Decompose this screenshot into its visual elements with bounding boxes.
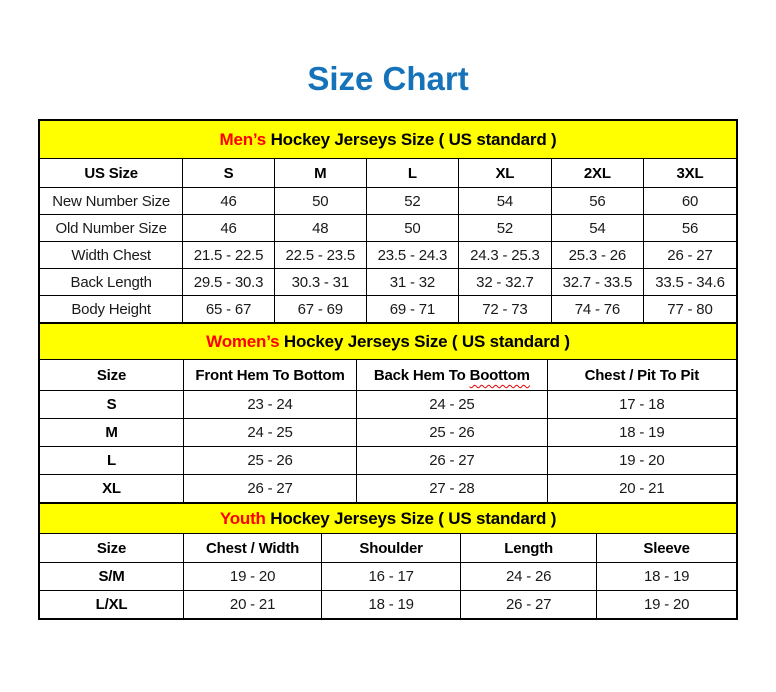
table-row bbox=[39, 215, 737, 242]
mens-section-title-row bbox=[39, 120, 737, 159]
table-cell: 69 - 71 bbox=[366, 296, 458, 323]
row-label: Width Chest bbox=[39, 242, 183, 269]
table-row bbox=[39, 419, 737, 447]
table-cell: 50 bbox=[366, 215, 458, 242]
section-title-highlight: Youth bbox=[219, 508, 266, 528]
table-cell: 32.7 - 33.5 bbox=[551, 269, 643, 296]
size-tables-container bbox=[38, 119, 738, 620]
table-cell: 20 - 21 bbox=[547, 475, 737, 503]
table-cell: 31 - 32 bbox=[366, 269, 458, 296]
table-row bbox=[39, 447, 737, 475]
table-cell: 52 bbox=[366, 188, 458, 215]
table-cell: 20 - 21 bbox=[183, 591, 321, 619]
section-title-highlight: Women’s bbox=[206, 331, 280, 351]
table-cell: 60 bbox=[643, 188, 737, 215]
table-cell: 46 bbox=[183, 188, 274, 215]
table-row bbox=[39, 591, 737, 619]
row-label: Body Height bbox=[39, 296, 183, 323]
table-cell: 30.3 - 31 bbox=[274, 269, 366, 296]
table-cell: 29.5 - 30.3 bbox=[183, 269, 274, 296]
table-cell: 48 bbox=[274, 215, 366, 242]
column-header: US Size bbox=[39, 159, 183, 188]
table-cell: 52 bbox=[458, 215, 551, 242]
row-label: L bbox=[39, 447, 183, 475]
column-header: Back Hem To Boottom bbox=[357, 360, 548, 391]
table-cell: 22.5 - 23.5 bbox=[274, 242, 366, 269]
table-row bbox=[39, 475, 737, 503]
row-label: XL bbox=[39, 475, 183, 503]
table-cell: 50 bbox=[274, 188, 366, 215]
row-label: S bbox=[39, 391, 183, 419]
table-cell: 24.3 - 25.3 bbox=[458, 242, 551, 269]
column-header: L bbox=[366, 159, 458, 188]
youth-header-row bbox=[39, 534, 737, 563]
column-header: Size bbox=[39, 534, 183, 563]
table-cell: 56 bbox=[643, 215, 737, 242]
table-cell: 19 - 20 bbox=[597, 591, 737, 619]
table-cell: 26 - 27 bbox=[357, 447, 548, 475]
table-cell: 26 - 27 bbox=[461, 591, 597, 619]
table-cell: 24 - 26 bbox=[461, 563, 597, 591]
table-cell: 25.3 - 26 bbox=[551, 242, 643, 269]
column-header: M bbox=[274, 159, 366, 188]
womens-header-row bbox=[39, 360, 737, 391]
column-header: XL bbox=[458, 159, 551, 188]
mens-size-table bbox=[38, 119, 738, 324]
page-title: Size Chart bbox=[307, 60, 469, 97]
column-header: 3XL bbox=[643, 159, 737, 188]
table-cell: 23.5 - 24.3 bbox=[366, 242, 458, 269]
table-cell: 26 - 27 bbox=[183, 475, 356, 503]
row-label: Back Length bbox=[39, 269, 183, 296]
section-title: Youth Hockey Jerseys Size ( US standard ) bbox=[39, 503, 737, 534]
table-row bbox=[39, 563, 737, 591]
mens-header-row bbox=[39, 159, 737, 188]
table-cell: 46 bbox=[183, 215, 274, 242]
womens-section-title-row bbox=[39, 323, 737, 360]
table-cell: 77 - 80 bbox=[643, 296, 737, 323]
column-header: Chest / Width bbox=[183, 534, 321, 563]
table-cell: 19 - 20 bbox=[547, 447, 737, 475]
column-header: Front Hem To Bottom bbox=[183, 360, 356, 391]
table-cell: 67 - 69 bbox=[274, 296, 366, 323]
misspelled-word: Boottom bbox=[469, 366, 530, 384]
womens-size-table bbox=[38, 322, 738, 504]
table-cell: 74 - 76 bbox=[551, 296, 643, 323]
table-cell: 17 - 18 bbox=[547, 391, 737, 419]
table-cell: 18 - 19 bbox=[322, 591, 461, 619]
table-row bbox=[39, 391, 737, 419]
column-header: Length bbox=[461, 534, 597, 563]
row-label: Old Number Size bbox=[39, 215, 183, 242]
table-cell: 18 - 19 bbox=[597, 563, 737, 591]
row-label: L/XL bbox=[39, 591, 183, 619]
table-cell: 56 bbox=[551, 188, 643, 215]
table-cell: 19 - 20 bbox=[183, 563, 321, 591]
table-cell: 33.5 - 34.6 bbox=[643, 269, 737, 296]
table-cell: 26 - 27 bbox=[643, 242, 737, 269]
table-cell: 54 bbox=[458, 188, 551, 215]
table-cell: 54 bbox=[551, 215, 643, 242]
table-cell: 72 - 73 bbox=[458, 296, 551, 323]
section-title: Men’s Hockey Jerseys Size ( US standard ) bbox=[39, 120, 737, 159]
table-cell: 24 - 25 bbox=[183, 419, 356, 447]
table-cell: 32 - 32.7 bbox=[458, 269, 551, 296]
table-cell: 24 - 25 bbox=[357, 391, 548, 419]
youth-section-title-row bbox=[39, 503, 737, 534]
table-row bbox=[39, 296, 737, 323]
column-header: S bbox=[183, 159, 274, 188]
table-cell: 16 - 17 bbox=[322, 563, 461, 591]
table-cell: 23 - 24 bbox=[183, 391, 356, 419]
column-header: Size bbox=[39, 360, 183, 391]
table-row bbox=[39, 269, 737, 296]
table-cell: 25 - 26 bbox=[357, 419, 548, 447]
section-title-highlight: Men’s bbox=[219, 129, 267, 149]
table-cell: 65 - 67 bbox=[183, 296, 274, 323]
row-label: S/M bbox=[39, 563, 183, 591]
column-header: 2XL bbox=[551, 159, 643, 188]
table-cell: 27 - 28 bbox=[357, 475, 548, 503]
table-row bbox=[39, 242, 737, 269]
table-row bbox=[39, 188, 737, 215]
column-header: Chest / Pit To Pit bbox=[547, 360, 737, 391]
table-cell: 21.5 - 22.5 bbox=[183, 242, 274, 269]
column-header: Sleeve bbox=[597, 534, 737, 563]
table-cell: 25 - 26 bbox=[183, 447, 356, 475]
row-label: New Number Size bbox=[39, 188, 183, 215]
section-title: Women’s Hockey Jerseys Size ( US standard ) bbox=[39, 323, 737, 360]
column-header: Shoulder bbox=[322, 534, 461, 563]
table-cell: 18 - 19 bbox=[547, 419, 737, 447]
youth-size-table bbox=[38, 502, 738, 620]
row-label: M bbox=[39, 419, 183, 447]
